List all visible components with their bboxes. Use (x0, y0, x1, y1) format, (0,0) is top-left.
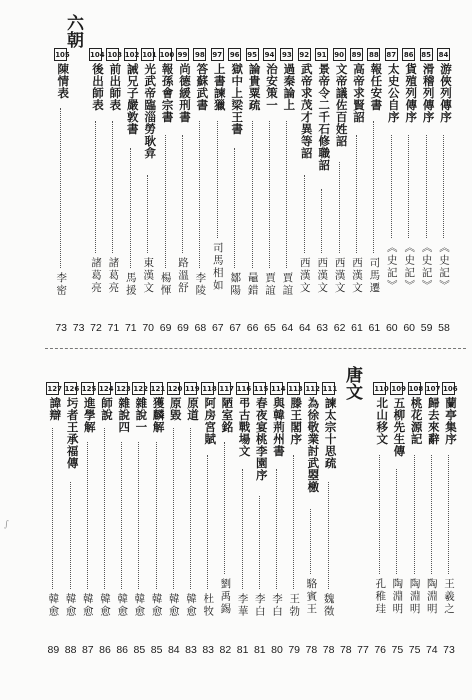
entry-title: 雜說四 (117, 397, 132, 433)
leader-dots (224, 442, 225, 575)
entry-page-number: 76 (374, 644, 387, 656)
entry-author: 陶淵明 (408, 578, 421, 616)
toc-entry[interactable] (355, 352, 371, 692)
toc-entry[interactable] (210, 0, 226, 345)
entry-title: 過秦論上 (282, 63, 297, 111)
entry-title: 貨殖列傳序 (404, 63, 419, 123)
toc-entry[interactable] (349, 0, 365, 345)
entry-author: 《史記》 (438, 242, 450, 292)
entry-number: 97 (211, 48, 224, 61)
entry-title: 治安策一 (265, 63, 279, 111)
toc-entry[interactable] (45, 352, 61, 692)
entry-title: 諫太宗十思疏 (323, 397, 338, 469)
toc-entry[interactable] (105, 0, 121, 345)
toc-entry[interactable] (183, 352, 199, 692)
toc-entry[interactable] (131, 352, 147, 692)
entry-number: 103 (106, 48, 119, 61)
toc-entry[interactable] (149, 352, 165, 692)
leader-dots (259, 496, 260, 590)
entry-page-number: 83 (202, 644, 215, 656)
entry-author: 司馬相如 (211, 242, 224, 292)
entry-number: 114 (270, 382, 283, 395)
entry-title: 北山移文 (375, 397, 390, 445)
entry-number: 123 (115, 382, 128, 395)
entry-page-number: 73 (55, 322, 68, 334)
entry-author: 韓愈 (185, 593, 197, 618)
leader-dots (190, 428, 191, 589)
toc-entry[interactable] (114, 352, 130, 692)
toc-entry[interactable] (286, 352, 302, 692)
leader-dots (310, 509, 311, 574)
toc-entry[interactable] (53, 0, 69, 345)
entry-page-number: 66 (246, 322, 259, 334)
entry-author: 王勃 (288, 593, 301, 618)
toc-entry[interactable] (97, 352, 113, 692)
toc-entry[interactable] (279, 0, 295, 345)
leader-dots (396, 469, 397, 575)
toc-entry[interactable] (192, 0, 208, 345)
entry-title: 滑稽列傳序 (421, 63, 436, 123)
entry-page-number: 71 (124, 322, 137, 334)
entry-number: 122 (132, 382, 145, 395)
entry-page-number: 67 (229, 322, 242, 334)
entry-author: 諸葛亮 (90, 257, 102, 295)
toc-entry[interactable] (71, 0, 87, 345)
entry-number: 100 (159, 48, 172, 61)
entry-number: 124 (98, 382, 111, 395)
leader-dots (431, 455, 432, 574)
toc-entry[interactable] (407, 352, 423, 692)
toc-entry[interactable] (436, 0, 452, 345)
entry-author: 馬援 (124, 272, 137, 297)
entry-title: 圬者王承福傳 (65, 397, 80, 469)
entry-title: 阿房宮賦 (203, 397, 218, 445)
entry-number: 126 (64, 382, 77, 395)
entry-author: 西漢文 (298, 257, 311, 295)
entry-author: 駱賓王 (305, 578, 318, 616)
entry-author: 鄒陽 (229, 272, 242, 297)
entry-page-number: 85 (133, 644, 146, 656)
entry-page-number: 80 (271, 644, 283, 656)
entry-author: 王羲之 (443, 578, 455, 616)
section-divider (45, 348, 466, 349)
toc-entry[interactable] (63, 352, 79, 692)
toc-entry[interactable] (401, 0, 417, 345)
leader-dots (52, 428, 53, 589)
entry-page-number: 64 (298, 322, 311, 334)
toc-entry[interactable] (389, 352, 405, 692)
entry-title: 原毀 (168, 397, 183, 421)
entry-number: 118 (201, 382, 214, 395)
toc-entry[interactable] (158, 0, 174, 345)
entry-title: 弔古戰場文 (237, 397, 252, 457)
leader-dots (138, 442, 139, 590)
entry-number: 87 (385, 48, 398, 61)
entry-number: 99 (176, 48, 189, 61)
entry-page-number: 68 (194, 322, 207, 334)
entry-number: 106 (442, 382, 455, 395)
entry-title: 報任安書 (369, 63, 384, 111)
entry-page-number: 69 (159, 322, 172, 334)
leader-dots (391, 135, 392, 239)
leader-dots (408, 135, 409, 239)
leader-dots (448, 455, 449, 574)
entry-page-number: 69 (177, 322, 189, 334)
entry-page-number: 58 (438, 322, 450, 334)
toc-entry[interactable] (366, 0, 382, 345)
entry-title: 蘭亭集序 (444, 397, 458, 445)
entry-author: 韓愈 (133, 593, 146, 618)
leader-dots (242, 469, 243, 590)
entry-number: 94 (263, 48, 276, 61)
entry-number: 112 (304, 382, 317, 395)
entry-number: 116 (236, 382, 249, 395)
toc-entry[interactable] (384, 0, 400, 345)
leader-dots (173, 428, 174, 589)
entry-author: 諸葛亮 (107, 257, 120, 295)
leader-dots (379, 455, 380, 574)
toc-entry[interactable] (419, 0, 435, 345)
entry-page-number: 60 (385, 322, 398, 334)
toc-entry[interactable] (372, 352, 388, 692)
leader-dots (328, 482, 329, 589)
leader-dots (130, 148, 131, 268)
entry-page-number: 78 (322, 644, 335, 656)
entry-page-number: 71 (107, 322, 120, 334)
entry-title: 歸去來辭 (426, 397, 441, 445)
leader-dots (276, 469, 277, 590)
entry-author: 西漢文 (351, 257, 363, 295)
entry-page-number: 83 (185, 644, 197, 656)
entry-title: 後出師表 (91, 63, 105, 111)
toc-entry[interactable] (80, 352, 96, 692)
entry-author: 司馬遷 (368, 257, 381, 295)
toc-entry[interactable] (227, 0, 243, 345)
entry-author: 東漢文 (142, 257, 155, 295)
entry-author: 李白 (253, 593, 266, 618)
entry-author: 劉禹錫 (219, 578, 232, 616)
entry-page-number: 73 (443, 644, 455, 656)
entry-number: 96 (228, 48, 241, 61)
entry-number: 88 (367, 48, 380, 61)
entry-author: 韓愈 (150, 593, 163, 618)
toc-entry[interactable] (321, 352, 337, 692)
leader-dots (95, 121, 96, 253)
entry-title: 文帝議佐百姓詔 (334, 63, 349, 147)
entry-title: 獄中上梁王書 (230, 63, 245, 135)
leader-dots (426, 135, 427, 239)
entry-author: 陶淵明 (391, 578, 404, 616)
entry-author: 路溫舒 (177, 257, 189, 295)
entry-page-number: 60 (403, 322, 416, 334)
entry-number: 108 (408, 382, 421, 395)
entry-author: 西漢文 (333, 257, 346, 295)
entry-number: 119 (184, 382, 197, 395)
entry-title: 景帝令二千石修職詔 (317, 63, 332, 171)
entry-page-number: 88 (64, 644, 77, 656)
toc-entry[interactable] (88, 0, 104, 345)
toc-entry[interactable] (140, 0, 156, 345)
entry-author: 韓愈 (167, 593, 180, 618)
leader-dots (156, 442, 157, 590)
entry-number: 104 (89, 48, 102, 61)
leader-dots (147, 175, 148, 253)
leader-dots (356, 135, 357, 254)
toc-entry[interactable] (303, 352, 319, 692)
entry-page-number: 72 (90, 322, 102, 334)
entry-page-number: 81 (236, 644, 249, 656)
entry-title: 前出師表 (108, 63, 123, 111)
entry-page-number: 75 (408, 644, 421, 656)
entry-number: 91 (315, 48, 328, 61)
entry-number: 95 (246, 48, 259, 61)
leader-dots (217, 121, 218, 238)
entry-number: 105 (54, 48, 67, 61)
entry-title: 太史公自序 (386, 63, 401, 123)
entry-page-number: 75 (391, 644, 404, 656)
entry-number: 115 (253, 382, 266, 395)
toc-lower-half (0, 352, 472, 700)
entry-number: 93 (280, 48, 293, 61)
entry-number: 92 (298, 48, 311, 61)
entry-title: 答蘇武書 (195, 63, 210, 111)
toc-entry[interactable] (314, 0, 330, 345)
entry-page-number: 86 (116, 644, 129, 656)
entry-title: 進學解 (82, 397, 97, 433)
entry-page-number: 67 (211, 322, 224, 334)
entry-author: 李密 (55, 272, 68, 297)
entry-title: 上書諫獵 (212, 63, 227, 111)
toc-entry[interactable] (424, 352, 440, 692)
entry-author: 韓愈 (99, 593, 111, 618)
toc-entry[interactable] (332, 0, 348, 345)
entry-title: 光武帝臨淄勞耿弇 (143, 63, 158, 159)
leader-dots (339, 162, 340, 254)
entry-author: 《史記》 (420, 242, 433, 292)
toc-entry[interactable] (262, 0, 278, 345)
toc-entry[interactable] (252, 352, 268, 692)
entry-author: 李陵 (194, 272, 207, 297)
entry-author: 韓愈 (47, 593, 60, 618)
entry-author: 李白 (271, 593, 283, 618)
entry-title: 桃花源記 (409, 397, 424, 445)
entry-page-number: 70 (142, 322, 155, 334)
toc-entry[interactable] (166, 352, 182, 692)
entry-title: 師說 (100, 397, 114, 421)
entry-title: 陋室銘 (220, 397, 235, 433)
leader-dots (165, 135, 166, 269)
entry-page-number: 65 (264, 322, 276, 334)
entry-author: 陶淵明 (425, 578, 438, 616)
leader-dots (60, 108, 61, 269)
leader-dots (252, 121, 253, 268)
leader-dots (269, 121, 270, 268)
entry-title: 論貴粟疏 (247, 63, 262, 111)
entry-title: 五柳先生傳 (392, 397, 407, 457)
section-heading-tang: 唐文 (342, 366, 362, 400)
entry-page-number: 89 (47, 644, 60, 656)
entry-page-number: 73 (72, 322, 85, 334)
toc-entry[interactable] (245, 0, 261, 345)
entry-page-number: 79 (288, 644, 301, 656)
leader-dots (104, 428, 105, 589)
entry-page-number: 81 (253, 644, 266, 656)
entry-title: 諱辯 (48, 397, 63, 421)
entry-number: 107 (425, 382, 438, 395)
entry-number: 121 (150, 382, 163, 395)
entry-title: 雜說一 (134, 397, 149, 433)
entry-author: 《史記》 (403, 242, 416, 292)
leader-dots (182, 135, 183, 254)
entry-title: 游俠列傳序 (439, 63, 453, 123)
entry-title: 為徐敬業討武曌檄 (306, 397, 321, 493)
toc-entry[interactable] (269, 352, 285, 692)
toc-entry[interactable] (123, 0, 139, 345)
entry-number: 85 (420, 48, 433, 61)
entry-number: 89 (350, 48, 363, 61)
leader-dots (304, 175, 305, 253)
entry-author: 楊惲 (159, 272, 172, 297)
entry-number: 111 (322, 382, 335, 395)
entry-page-number: 84 (167, 644, 180, 656)
entry-author: 韓愈 (116, 593, 129, 618)
entry-number: 113 (287, 382, 300, 395)
entry-page-number: 63 (316, 322, 329, 334)
entry-number: 110 (373, 382, 386, 395)
entry-title: 原道 (186, 397, 200, 421)
entry-title: 尚德緩刑書 (178, 63, 192, 123)
toc-entry[interactable] (235, 352, 251, 692)
entry-title: 滕王閣序 (289, 397, 304, 445)
entry-author: 韓愈 (81, 593, 94, 618)
entry-author: 孔稚珪 (374, 578, 387, 616)
leader-dots (87, 442, 88, 590)
leader-dots (373, 121, 374, 253)
entry-number: 120 (167, 382, 180, 395)
entry-number: 101 (141, 48, 154, 61)
entry-number: 98 (193, 48, 206, 61)
leader-dots (321, 189, 322, 254)
entry-number: 117 (218, 382, 231, 395)
entry-page-number: 77 (357, 644, 369, 656)
entry-page-number: 61 (368, 322, 381, 334)
entry-page-number: 78 (339, 644, 352, 656)
entry-number: 102 (124, 48, 137, 61)
entry-number: 84 (437, 48, 450, 61)
entry-page-number: 61 (351, 322, 363, 334)
leader-dots (199, 121, 200, 268)
leader-dots (234, 148, 235, 268)
entry-author: 《史記》 (385, 242, 398, 292)
entry-title: 報孫會宗書 (160, 63, 175, 123)
entry-page-number: 82 (219, 644, 232, 656)
entry-author: 賈誼 (264, 272, 276, 297)
entry-author: 李華 (236, 593, 249, 618)
entry-author: 韓愈 (64, 593, 77, 618)
leader-dots (207, 455, 208, 589)
entry-author: 杜牧 (202, 593, 215, 618)
entry-page-number: 74 (425, 644, 438, 656)
entry-title: 與韓荊州書 (272, 397, 286, 457)
entry-title: 獲麟解 (151, 397, 166, 433)
entry-page-number: 62 (333, 322, 346, 334)
entry-page-number: 87 (81, 644, 94, 656)
entry-author: 鼂錯 (246, 272, 259, 297)
entry-title: 武帝求茂才異等詔 (299, 63, 314, 159)
entry-author: 賈誼 (281, 272, 294, 297)
entry-author: 魏徵 (322, 593, 335, 618)
leader-dots (112, 121, 113, 253)
toc-entry[interactable] (217, 352, 233, 692)
entry-title: 誡兄子嚴敦書 (125, 63, 140, 135)
binding-mark: ∫ (4, 520, 9, 530)
entry-author: 西漢文 (316, 257, 329, 295)
toc-entry[interactable] (338, 352, 354, 692)
entry-title: 高帝求賢詔 (352, 63, 366, 123)
entry-number: 86 (402, 48, 415, 61)
section-heading-six-dynasties: 六朝 (63, 14, 83, 48)
entry-page-number: 78 (305, 644, 318, 656)
toc-entry[interactable] (200, 352, 216, 692)
leader-dots (443, 135, 444, 239)
leader-dots (414, 455, 415, 574)
toc-entry[interactable] (297, 0, 313, 345)
entry-title: 春夜宴桃李園序 (254, 397, 269, 481)
entry-page-number: 59 (420, 322, 433, 334)
toc-entry[interactable] (175, 0, 191, 345)
entry-number: 90 (333, 48, 346, 61)
entry-number: 127 (46, 382, 59, 395)
entry-page-number: 64 (281, 322, 294, 334)
entry-number: 109 (390, 382, 403, 395)
leader-dots (293, 455, 294, 589)
entry-number: 125 (81, 382, 94, 395)
leader-dots (70, 482, 71, 589)
leader-dots (121, 442, 122, 590)
toc-entry[interactable] (441, 352, 457, 692)
entry-page-number: 85 (150, 644, 163, 656)
entry-page-number: 86 (99, 644, 111, 656)
leader-dots (286, 121, 287, 268)
entry-title: 陳情表 (56, 63, 71, 99)
